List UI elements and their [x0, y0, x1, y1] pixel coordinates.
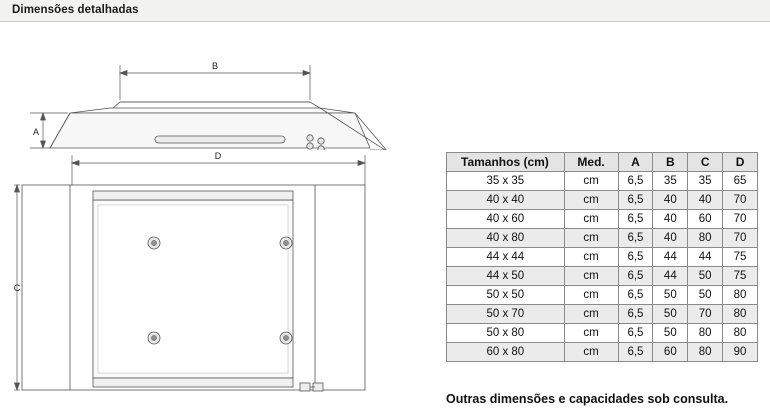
- cell-med: cm: [564, 191, 618, 210]
- table-header-c: C: [688, 153, 723, 172]
- cell-c: 70: [688, 305, 723, 324]
- cell-a: 6,5: [618, 343, 653, 362]
- table-row: [447, 172, 758, 191]
- cell-size: 60 x 80: [447, 343, 565, 362]
- cell-c: 80: [688, 229, 723, 248]
- cell-size: 40 x 60: [447, 210, 565, 229]
- table-header-row: [447, 153, 758, 172]
- cell-med: cm: [564, 248, 618, 267]
- cell-med: cm: [564, 286, 618, 305]
- cell-c: 80: [688, 343, 723, 362]
- cell-size: 44 x 44: [447, 248, 565, 267]
- cell-b: 44: [653, 248, 688, 267]
- cell-med: cm: [564, 343, 618, 362]
- cell-d: 70: [723, 229, 758, 248]
- cell-size: 50 x 80: [447, 324, 565, 343]
- cell-med: cm: [564, 172, 618, 191]
- cell-b: 40: [653, 210, 688, 229]
- table-header-a: A: [618, 153, 653, 172]
- cell-med: cm: [564, 210, 618, 229]
- cell-med: cm: [564, 229, 618, 248]
- side-view-drawing: [10, 40, 430, 150]
- table-row: [447, 248, 758, 267]
- cell-a: 6,5: [618, 229, 653, 248]
- cell-b: 60: [653, 343, 688, 362]
- section-header-bar: [0, 0, 770, 22]
- cell-c: 44: [688, 248, 723, 267]
- cell-size: 50 x 70: [447, 305, 565, 324]
- table-row: [447, 229, 758, 248]
- table-row: [447, 267, 758, 286]
- cell-d: 70: [723, 191, 758, 210]
- cell-b: 50: [653, 324, 688, 343]
- table-header-b: B: [653, 153, 688, 172]
- cell-a: 6,5: [618, 324, 653, 343]
- cell-c: 80: [688, 324, 723, 343]
- dimensions-table-wrapper: [446, 152, 758, 362]
- cell-d: 75: [723, 248, 758, 267]
- cell-med: cm: [564, 267, 618, 286]
- cell-b: 44: [653, 267, 688, 286]
- cell-b: 40: [653, 191, 688, 210]
- cell-size: 44 x 50: [447, 267, 565, 286]
- table-header-sizes: Tamanhos (cm): [447, 153, 565, 172]
- table-row: [447, 305, 758, 324]
- cell-c: 40: [688, 191, 723, 210]
- cell-d: 90: [723, 343, 758, 362]
- table-row: [447, 191, 758, 210]
- dimension-label-b: B: [211, 61, 219, 71]
- cell-c: 50: [688, 286, 723, 305]
- cell-b: 50: [653, 305, 688, 324]
- cell-size: 40 x 40: [447, 191, 565, 210]
- cell-a: 6,5: [618, 210, 653, 229]
- cell-med: cm: [564, 305, 618, 324]
- cell-d: 65: [723, 172, 758, 191]
- cell-d: 80: [723, 324, 758, 343]
- table-row: [447, 324, 758, 343]
- dimension-label-c: C: [13, 283, 21, 293]
- cell-c: 60: [688, 210, 723, 229]
- cell-c: 35: [688, 172, 723, 191]
- cell-c: 50: [688, 267, 723, 286]
- dimensions-table: [446, 152, 758, 362]
- cell-b: 50: [653, 286, 688, 305]
- cell-b: 35: [653, 172, 688, 191]
- page-title: Dimensões detalhadas: [12, 4, 139, 16]
- cell-size: 35 x 35: [447, 172, 565, 191]
- cell-size: 40 x 80: [447, 229, 565, 248]
- top-view-drawing: [10, 145, 430, 410]
- cell-size: 50 x 50: [447, 286, 565, 305]
- cell-b: 40: [653, 229, 688, 248]
- table-row: [447, 210, 758, 229]
- cell-a: 6,5: [618, 267, 653, 286]
- cell-a: 6,5: [618, 305, 653, 324]
- footnote-text: Outras dimensões e capacidades sob consulta.: [446, 392, 729, 406]
- cell-d: 80: [723, 286, 758, 305]
- cell-d: 80: [723, 305, 758, 324]
- cell-a: 6,5: [618, 172, 653, 191]
- table-row: [447, 286, 758, 305]
- cell-a: 6,5: [618, 191, 653, 210]
- cell-med: cm: [564, 324, 618, 343]
- cell-a: 6,5: [618, 286, 653, 305]
- cell-d: 75: [723, 267, 758, 286]
- dimension-label-d: D: [214, 151, 222, 161]
- table-row: [447, 343, 758, 362]
- cell-a: 6,5: [618, 248, 653, 267]
- table-header-d: D: [723, 153, 758, 172]
- table-header-med: Med.: [564, 153, 618, 172]
- dimension-label-a: A: [32, 127, 40, 137]
- cell-d: 70: [723, 210, 758, 229]
